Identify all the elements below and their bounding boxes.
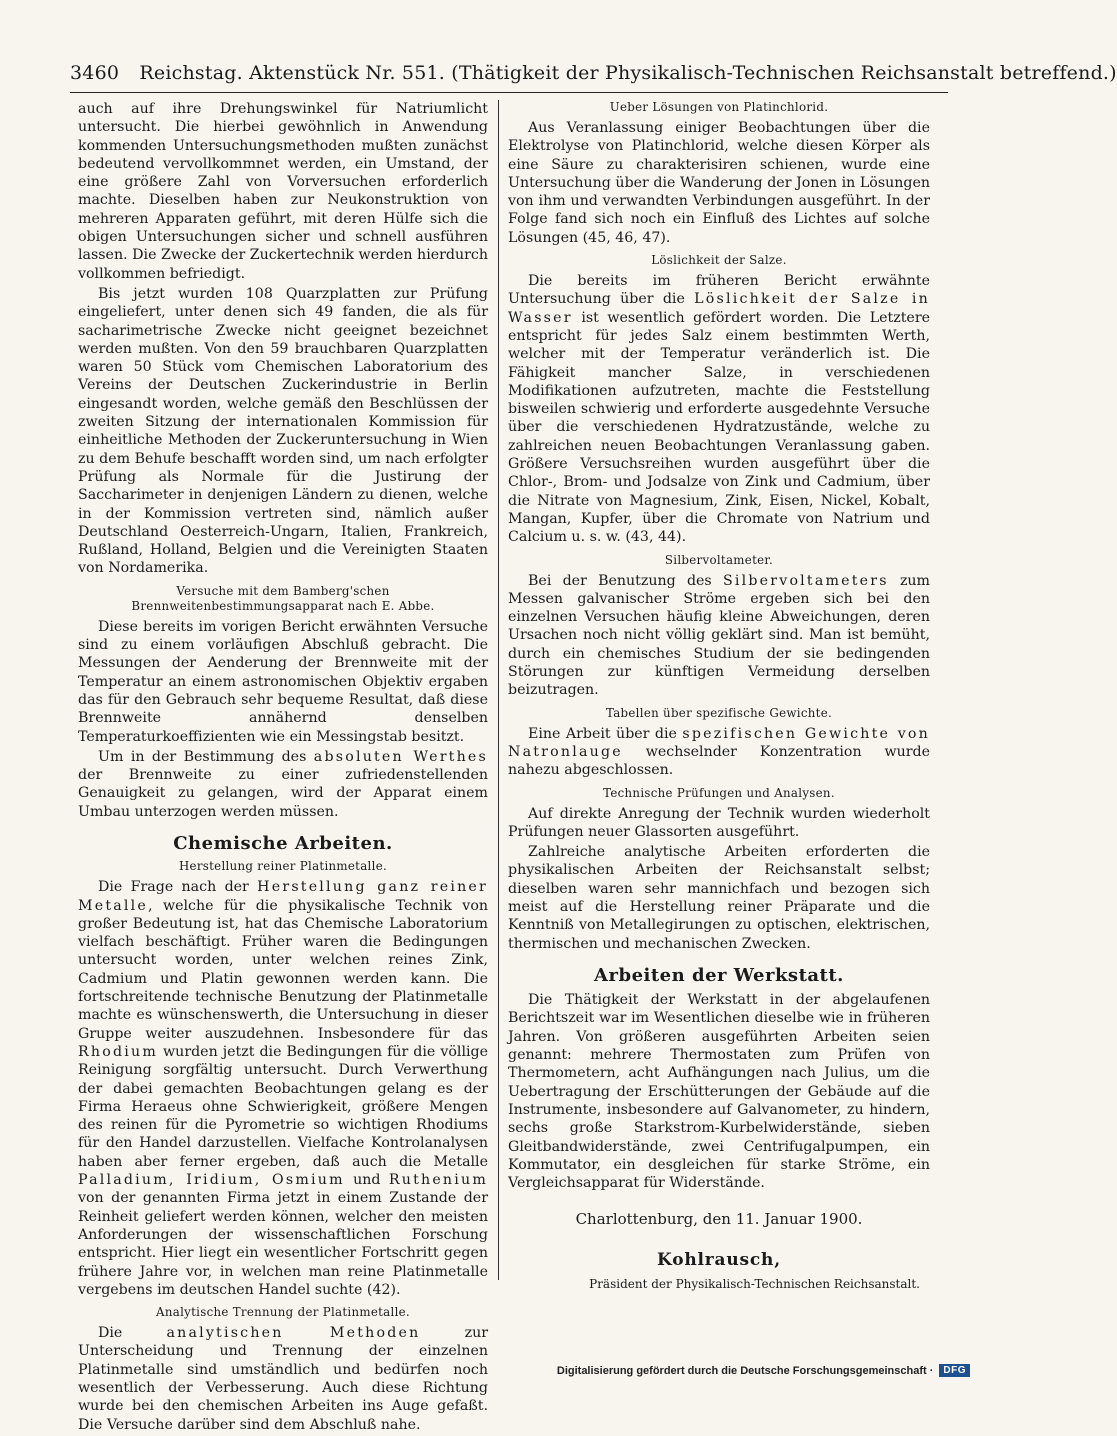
signature-date: Charlottenburg, den 11. Januar 1900. [575,1210,863,1229]
text-run: , welche für die physikalische Technik von großer Bedeutung ist, hat das Chemische Laboratorium vielfach beschäftigt. Früher waren die Bedingungen untersucht worden, unter welchen reines Zink, Cadmium und Platin gewonnen werden kann. Die fortschreitende technische Benutzung der Platinmetalle machte es wünschenswerth, die Untersuchung in dieser Gruppe weiter auszudehnen. Insbesondere für das [78,897,488,1042]
dfg-logo-icon: DFG [939,1364,970,1377]
paragraph: Die Thätigkeit der Werkstatt in der abgelaufenen Berichtszeit war im Wesentlichen dieselbe wie in früheren Jahren. Von größeren ausgeführten Arbeiten seien genannt: mehrere Thermostaten zum Prüfen von Thermometern, acht Aufhängungen nach Julius, um die Uebertragung der Erschütterungen der Gebäude auf die Instrumente, insbesondere auf Galvanometer, zu hindern, sechs große Starkstrom-Kurbelwiderstände, sieben Gleitbandwiderstände, zwei Centrifugalpumpen, ein Kommutator, ein desgleichen für starke Ströme, ein Vergleichsapparat für Widerstände. [508,992,930,1192]
section-subheading: Tabellen über spezifische Gewichte. [605,705,833,720]
text-run: wechselnder Konzentration wurde nahezu abgeschlossen. [508,743,931,779]
spaced-term: absoluten Werthes [313,748,489,765]
text-run: ist wesentlich gefördert worden. Die Letztere entspricht für jedes Salz einem bestimmten Werth, welcher mit der Temperatur veränderlich ist. Die Fähigkeit mancher Salze, in verschiedenen Modifikationen aufzutreten, machte die Feststellung bisweilen schwierig und erforderte ausgedehnte Versuche über die verschiedenen Hydratzustände, welche zu zahlreichen neuen Beobachtungen Veranlassung gaben. Größere Versuchsreihen wurden ausgeführt über die Chlor-, Brom- und Jodsalze von Zink und Cadmium, über die Nitrate von Magnesium, Zink, Eisen, Nickel, Kobalt, Mangan, Kupfer, über die Chromate von Natrium und Calcium u. s. w. (43, 44). [508,309,931,546]
paragraph [508,725,930,780]
text-run: Die [98,1325,123,1342]
section-heading: Arbeiten der Werkstatt. [594,964,844,986]
running-header [70,62,1117,84]
paragraph: auch auf ihre Drehungswinkel für Natriumlicht untersucht. Die hierbei gewöhnlich in Anwendung kommenden Untersuchungsmethoden mußten zunächst bedeutend vervollkommnet werden, ein Umstand, der eine größere Zahl von Vorversuchen erforderlich machte. Dieselben haben zur Neukonstruktion von mehreren Apparaten geführt, mit deren Hülfe sich die obigen Untersuchungen sicher und schnell ausführen lassen. Die Zwecke der Zuckertechnik werden hierdurch vollkommen befriedigt. [78,101,488,282]
section-subheading: Herstellung reiner Platinmetalle. [178,859,388,874]
signature-name: Kohlrausch, [657,1249,781,1270]
section-subheading: Silbervoltameter. [664,552,774,567]
section-subheading: Ueber Lösungen von Platinchlorid. [609,100,829,114]
text-run: Die Frage nach der [98,879,249,896]
paragraph: Diese bereits im vorigen Bericht erwähnten Versuche sind zu einem vorläufigen Abschluß gebracht. Die Messungen der Aenderung der Brennweite mit der Temperatur an einem astronomischen Objektiv ergaben das für den Gebrauch sehr bequeme Resultat, daß diese Brennweite annähernd denselben Temperaturkoeffizienten wie ein Messingstab besitzt. [78,618,488,745]
footer-text: Digitalisierung gefördert durch die Deutsche Forschungsgemeinschaft · [556,1364,934,1377]
spaced-term: Herstellung ganz reiner Metalle [78,879,488,914]
text-run: der Brennweite zu einer zufriedenstellenden Genauigkeit zu gelangen, wird der Apparat einem Umbau unterzogen werden müssen. [78,767,488,820]
paragraph: Auf direkte Anregung der Technik wurden wiederholt Prüfungen neuer Glassorten ausgeführt. [508,805,930,840]
paragraph [78,748,488,821]
text-run: zum Messen galvanischer Ströme ergeben sich bei den einzelnen Versuchen häufig kleine Abweichungen, deren Ursachen noch nicht völlig geklärt sind. Man ist bemüht, durch ein chemisches Studium der sie bedingenden Störungen zur künftigen Vermeidung derselben beizutragen. [508,572,931,699]
right-column [508,100,930,1293]
page-number: 3460 [70,62,120,84]
section-subheading: Versuche mit dem Bamberg'schen Brennweitenbestimmungsapparat nach E. Abbe. [131,583,435,613]
text-run: Die bereits im früheren Bericht erwähnte Untersuchung über die [508,273,930,308]
section-subheading: Analytische Trennung der Platinmetalle. [156,1305,410,1320]
spaced-term: analytischen Methoden [166,1325,421,1342]
paragraph: Aus Veranlassung einiger Beobachtungen über die Elektrolyse von Platinchlorid, welche diesen Körper als eine Säure zu charakterisiren schienen, wurde eine Untersuchung über die Wanderung der Jonen in Lösungen von ihm und verwandten Verbindungen ausgeführt. In der Folge fand sich noch ein Einfluß des Lichtes auf solche Lösungen (45, 46, 47). [508,120,930,246]
text-run: wurden jetzt die Bedingungen für die völlige Reinigung sorgfältig untersucht. Durch Verwerthung der dabei gemachten Beobachtungen gelang es der Firma Heraeus ohne Schwierigkeit, größere Mengen des reinen für die Pyrometrie so wichtigen Rhodiums für den Handel darzustellen. Vielfache Kontrolanalysen haben aber ferner ergeben, daß auch die Metalle [78,1043,489,1170]
paragraph [78,1324,488,1434]
spaced-term: Rhodium [78,1043,158,1060]
section-subheading: Löslichkeit der Salze. [651,253,787,268]
paragraph: Zahlreiche analytische Arbeiten erforderten die physikalischen Arbeiten der Reichsanstalt selbst; dieselben waren sehr mannichfach und bezogen sich meist auf die Herstellung reiner Präparate und die Kenntniß von Metallegirungen zu optischen, elektrischen, thermischen und mechanischen Zwecken. [508,844,930,952]
spaced-term: Löslichkeit der Salze in Wasser [508,291,931,326]
text-run: und [353,1172,381,1189]
text-run: Eine Arbeit über die [528,725,677,742]
spaced-term: spezifischen Gewichte von Natronlauge [508,725,931,760]
paragraph [508,572,930,700]
spaced-term: Palladium, Iridium, Osmium [78,1172,345,1189]
paragraph: Bis jetzt wurden 108 Quarzplatten zur Prüfung eingeliefert, unter denen sich 49 fanden, die als für sacharimetrische Zwecke nicht geeignet bezeichnet werden mußten. Von den 59 brauchbaren Quarzplatten waren 50 Stück vom Chemischen Laboratorium des Vereins der Deutschen Zuckerindustrie in Berlin eingesandt worden, welche gemäß den Beschlüssen der zweiten Sitzung der internationalen Kommission für einheitliche Methoden der Zuckeruntersuchung in Wien zu dem Behufe beschafft worden sind, um nach erfolgter Prüfung als Normale für die Justirung der Saccharimeter in denjenigen Ländern zu dienen, welche in der Kommission vertreten sind, nämlich außer Deutschland Oesterreich-Ungarn, Italien, Frankreich, Rußland, Holland, Belgien und die Vereinigten Staaten von Nordamerika. [78,285,488,577]
paragraph [78,878,488,1299]
section-subheading: Technische Prüfungen und Analysen. [603,785,835,800]
digitization-footer [557,1364,970,1377]
header-rule [70,92,948,93]
spaced-term: Silbervoltameters [722,572,889,589]
column-divider [498,100,499,1280]
section-heading: Chemische Arbeiten. [173,832,393,854]
paragraph [508,272,930,546]
left-column [78,100,488,1436]
text-run: Bei der Benutzung des [528,572,712,589]
signature-title: Präsident der Physikalisch-Technischen Reichsanstalt. [589,1277,920,1292]
header-title: Reichstag. Aktenstück Nr. 551. (Thätigkeit der Physikalisch-Technischen Reichsanstalt betreffend.) [139,62,1117,84]
text-run: von der genannten Firma jetzt in einem Zustande der Reinheit geliefert werden können, welcher den meisten Anforderungen der wissenschaftlichen Forschung entspricht. Hier liegt ein wesentlicher Fortschritt gegen frühere Jahre vor, in welchen man reine Platinmetalle vergebens im deutschen Handel suchte (42). [78,1190,488,1298]
spaced-term: Ruthenium [388,1172,488,1189]
text-run: zur Unterscheidung und Trennung der einzelnen Platinmetalle sind umständlich und bedürfen noch wesentlich der Verbesserung. Auch diese Richtung wurde bei den chemischen Arbeiten ins Auge gefaßt. Die Versuche darüber sind dem Abschluß nahe. [78,1325,488,1433]
text-run: Um in der Bestimmung des [98,748,307,765]
